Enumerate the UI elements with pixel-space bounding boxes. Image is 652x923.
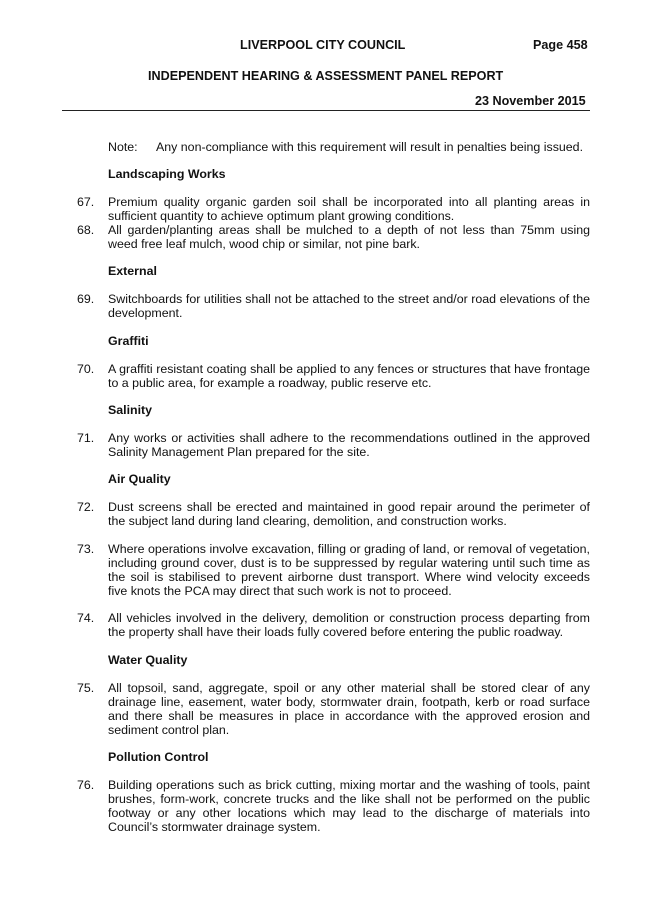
- condition-number: 69.: [77, 292, 95, 306]
- section-heading-pollution-control: Pollution Control: [108, 750, 209, 764]
- condition-item: [62, 195, 590, 223]
- page-number: Page 458: [533, 38, 588, 52]
- condition-number: 71.: [77, 431, 95, 445]
- note: [108, 140, 583, 154]
- condition-text: All topsoil, sand, aggregate, spoil or any other material shall be stored clear of any drainage line, easement, water body, stormwater drain, footpath, kerb or road surface and there shall be measures in place in accordance with the approved erosion and sediment control plan.: [108, 681, 590, 737]
- condition-number: 72.: [77, 500, 95, 514]
- condition-number: 67.: [77, 195, 95, 209]
- condition-item: [62, 611, 590, 639]
- condition-number: 70.: [77, 362, 95, 376]
- note-text: Any non-compliance with this requirement will result in penalties being issued.: [156, 140, 584, 154]
- condition-text: All garden/planting areas shall be mulched to a depth of not less than 75mm using weed free leaf mulch, wood chip or similar, not pine bark.: [108, 223, 590, 251]
- section-heading-external: External: [108, 264, 157, 278]
- report-title: INDEPENDENT HEARING & ASSESSMENT PANEL REPORT: [148, 69, 504, 83]
- condition-text: Switchboards for utilities shall not be attached to the street and/or road elevations of the development.: [108, 292, 590, 320]
- section-heading-graffiti: Graffiti: [108, 334, 149, 348]
- condition-item: [62, 431, 590, 459]
- header-divider: [62, 110, 590, 111]
- condition-number: 73.: [77, 542, 95, 556]
- condition-text: All vehicles involved in the delivery, demolition or construction process departing from the property shall have their loads fully covered before entering the public roadway.: [108, 611, 590, 639]
- condition-text: Building operations such as brick cutting, mixing mortar and the washing of tools, paint brushes, form-work, concrete trucks and the like shall not be performed on the public footway or any other locations which may lead to the discharge of materials into Council’s stormwater drainage system.: [108, 778, 590, 834]
- condition-number: 68.: [77, 223, 95, 237]
- section-heading-landscaping: Landscaping Works: [108, 167, 226, 181]
- condition-text: Dust screens shall be erected and maintained in good repair around the perimeter of the subject land during land clearing, demolition, and construction works.: [108, 500, 590, 528]
- council-name: LIVERPOOL CITY COUNCIL: [240, 38, 406, 52]
- condition-item: [62, 500, 590, 528]
- report-date: 23 November 2015: [475, 94, 586, 108]
- condition-number: 74.: [77, 611, 95, 625]
- section-heading-water-quality: Water Quality: [108, 653, 188, 667]
- condition-item: [62, 778, 590, 834]
- condition-item: [62, 542, 590, 598]
- condition-item: [62, 223, 590, 251]
- condition-text: A graffiti resistant coating shall be applied to any fences or structures that have frontage to a public area, for example a roadway, public reserve etc.: [108, 362, 590, 390]
- section-heading-salinity: Salinity: [108, 403, 153, 417]
- condition-item: [62, 362, 590, 390]
- condition-text: Any works or activities shall adhere to the recommendations outlined in the approved Salinity Management Plan prepared for the site.: [108, 431, 590, 459]
- condition-item: [62, 681, 590, 737]
- condition-number: 76.: [77, 778, 95, 792]
- condition-text: Premium quality organic garden soil shall be incorporated into all planting areas in sufficient quantity to achieve optimum plant growing conditions.: [108, 195, 590, 223]
- condition-number: 75.: [77, 681, 95, 695]
- condition-item: [62, 292, 590, 320]
- condition-text: Where operations involve excavation, filling or grading of land, or removal of vegetation, including ground cover, dust is to be suppressed by regular watering until such time as the soil is stabilised to prevent airborne dust transport. Where wind velocity exceeds five knots the PCA may direct that such work is not to proceed.: [108, 542, 590, 598]
- section-heading-air-quality: Air Quality: [108, 472, 171, 486]
- note-label: Note:: [108, 140, 138, 154]
